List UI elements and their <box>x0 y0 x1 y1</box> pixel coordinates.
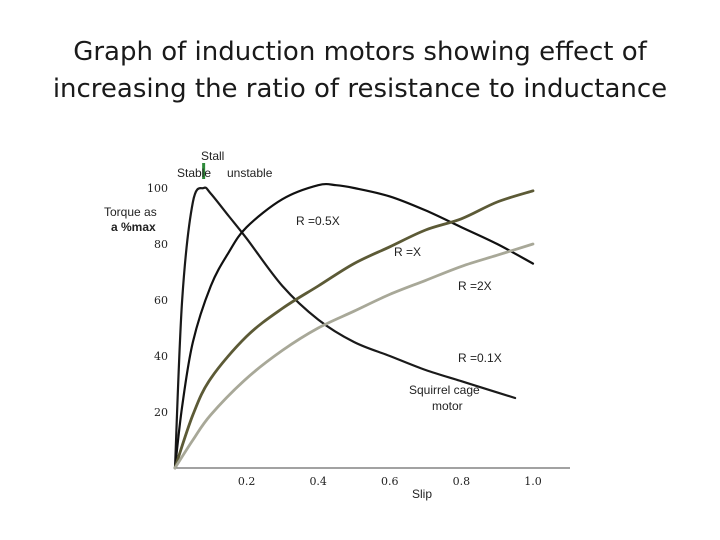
y-tick-label: 20 <box>154 406 168 419</box>
series-label-r2x: R =2X <box>458 279 492 293</box>
stable-label: Stable <box>177 166 212 180</box>
x-tick-label: 0.6 <box>381 475 399 488</box>
x-tick-label: 0.2 <box>237 475 256 488</box>
y-tick-label: 80 <box>154 238 168 251</box>
title-line-2: increasing the ratio of resistance to inductance <box>52 74 668 104</box>
squirrel-cage-label-1: Squirrel cage <box>409 383 480 397</box>
ylabel-line-2: a %max <box>111 220 156 234</box>
x-tick-label: 0.8 <box>452 475 471 488</box>
x-tick-label: 0.4 <box>309 475 327 488</box>
series-label-r05x: R =0.5X <box>296 214 340 228</box>
y-tick-label: 40 <box>154 350 168 363</box>
series-line-2 <box>175 191 533 468</box>
xlabel: Slip <box>412 487 433 501</box>
series-label-r01x: R =0.1X <box>458 351 502 365</box>
y-tick-label: 100 <box>147 182 168 195</box>
series-label-rx: R =X <box>394 245 422 259</box>
x-tick-label: 1.0 <box>524 475 542 488</box>
series-line-1 <box>175 184 533 468</box>
y-tick-label: 60 <box>154 294 168 307</box>
unstable-label: unstable <box>227 166 273 180</box>
stall-label: Stall <box>201 149 225 163</box>
squirrel-cage-label-2: motor <box>432 399 463 413</box>
ylabel-line-1: Torque as <box>104 205 157 219</box>
title-line-1: Graph of induction motors showing effect of <box>73 37 647 67</box>
